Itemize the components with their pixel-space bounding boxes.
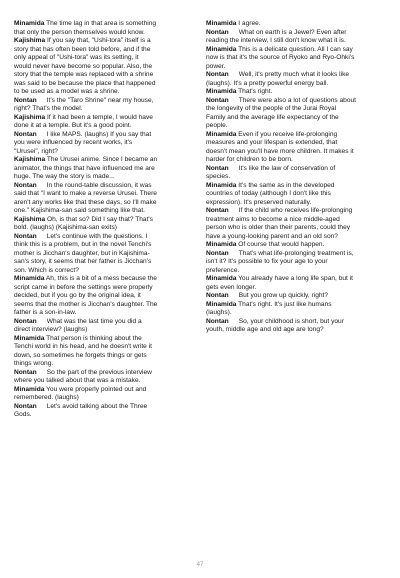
text-line	[14, 292, 198, 301]
line-text: where you talked about that was a mistake.	[14, 377, 141, 384]
text-line	[14, 377, 198, 386]
speaker-name: Nontan	[14, 232, 37, 240]
text-line	[206, 63, 386, 72]
line-text: In the round-table discussion, it was	[46, 181, 152, 189]
line-text: The time lag in that area is something	[46, 20, 157, 27]
line-text: Well, it's pretty much what it looks like	[238, 71, 350, 78]
line-text: right? That's the model.	[14, 105, 83, 112]
dialogue-line	[14, 386, 198, 395]
dialogue-line	[14, 369, 198, 378]
line-text: Ah, this is a bit of a mess because the	[45, 275, 157, 282]
dialogue-line	[206, 275, 386, 284]
speaker-name: Kajishima	[14, 37, 46, 44]
line-text: son. Which is correct?	[14, 266, 79, 274]
text-line	[14, 250, 198, 259]
text-line	[14, 411, 198, 420]
dialogue-line	[14, 37, 198, 46]
text-line	[206, 173, 386, 182]
line-text: doesn't mean you'll have more children. It makes it	[206, 147, 354, 155]
text-line	[206, 284, 386, 293]
text-line	[14, 190, 198, 199]
speaker-name: Nontan	[14, 317, 37, 325]
speaker-name: Minamida	[206, 130, 237, 138]
line-text: story that has often been told before, and if the	[14, 45, 151, 53]
text-line	[14, 326, 198, 335]
line-text: That's right. It's just like humans	[238, 300, 332, 308]
line-text: I like MAPS. (laughs) If you say that	[46, 130, 152, 138]
text-line	[14, 165, 198, 174]
line-text: that only the person themselves would know.	[14, 28, 145, 36]
line-text: gets even longer.	[206, 283, 257, 291]
line-text: Let's avoid talking about the Three	[46, 402, 148, 410]
line-text: said that "I want to make a reverse Urusei. There	[14, 190, 157, 197]
line-text: only appeal of "Ushi-tora" was its setting, it	[14, 54, 139, 61]
line-text: measures and your lifespan is extended, that	[206, 139, 338, 146]
line-text: done it at a temple. But it's a good point.	[14, 122, 132, 129]
line-text: There were also a lot of questions about	[238, 96, 357, 104]
line-text: I agree.	[238, 20, 261, 27]
speaker-name: Kajishima	[14, 113, 46, 121]
line-text: people.	[206, 122, 228, 129]
dialogue-line	[206, 97, 386, 106]
dialogue-line	[14, 335, 198, 344]
text-line	[14, 301, 198, 310]
line-text: father is a son-in-law.	[14, 309, 77, 316]
speaker-name: Nontan	[206, 164, 229, 172]
speaker-name: Nontan	[206, 71, 229, 78]
text-line	[206, 139, 386, 148]
line-text: preference.	[206, 266, 240, 274]
line-text: remembered. (laughs)	[14, 394, 79, 401]
dialogue-line	[14, 20, 198, 29]
speaker-name: Minamida	[206, 241, 237, 248]
line-text: Even if you receive life-prolonging	[238, 130, 338, 138]
line-text: script came in before the settings were properly	[14, 283, 153, 291]
speaker-name: Nontan	[206, 317, 229, 325]
left-column	[14, 20, 198, 420]
line-text: the longevity of the people of the Jurai Royal	[206, 105, 337, 112]
line-text: Let's continue with the questions. I	[46, 232, 148, 240]
speaker-name: Nontan	[206, 292, 229, 299]
text-line	[206, 309, 386, 318]
dialogue-line	[14, 131, 198, 140]
dialogue-line	[14, 182, 198, 191]
text-line	[14, 122, 198, 131]
line-text: If you say that, "Ushi-tora" itself is a	[47, 37, 151, 44]
line-text: treatment aims to become a nice middle-aged	[206, 215, 340, 223]
speaker-name: Nontan	[14, 402, 37, 410]
right-column	[206, 20, 386, 335]
line-text: decided, but if you go by the original idea, it	[14, 292, 141, 299]
dialogue-line	[14, 403, 198, 412]
text-line	[14, 63, 198, 72]
speaker-name: Nontan	[206, 249, 229, 257]
text-line	[206, 190, 386, 199]
speaker-name: Minamida	[14, 20, 45, 27]
text-line	[206, 148, 386, 157]
line-text: one." Kajishima-san said something like that.	[14, 207, 145, 214]
speaker-name: Nontan	[14, 181, 37, 189]
dialogue-line	[206, 318, 386, 327]
text-line	[206, 122, 386, 131]
text-line	[14, 394, 198, 403]
line-text: So the part of the previous interview	[46, 368, 152, 376]
text-line	[206, 156, 386, 165]
line-text: You were properly pointed out and	[46, 385, 147, 393]
dialogue-line	[206, 29, 386, 38]
text-line	[206, 199, 386, 208]
text-line	[14, 80, 198, 89]
line-text: reading the interview, I still don't know what it is.	[206, 37, 346, 44]
line-text: aren't any works like that these days, so I'll make	[14, 198, 157, 206]
text-line	[206, 326, 386, 335]
dialogue-line	[206, 207, 386, 216]
dialogue-line	[206, 292, 386, 301]
speaker-name: Nontan	[206, 28, 229, 36]
line-text: huge. The way the story is made...	[14, 173, 115, 180]
line-text: down, so sometimes he forgets things or gets	[14, 351, 147, 359]
line-text: seems that the mother is Jicchan's daughter. The	[14, 300, 158, 308]
text-line	[206, 54, 386, 63]
line-text: countries of today (although I don't like this	[206, 190, 331, 197]
speaker-name: Minamida	[206, 181, 237, 189]
line-text: That's what life-prolonging treatment is,	[238, 249, 354, 257]
line-text: If the child who receives life-prolonging	[238, 207, 353, 214]
text-line	[206, 216, 386, 225]
speaker-name: Minamida	[14, 334, 45, 342]
line-text: think this is a problem, but in the novel Tenchi's	[14, 241, 152, 248]
speaker-name: Minamida	[206, 20, 237, 27]
dialogue-line	[14, 318, 198, 327]
text-line	[14, 46, 198, 55]
dialogue-line	[206, 182, 386, 191]
text-line	[14, 88, 198, 97]
line-text: (laughs). It's a pretty powerful energy ball.	[206, 79, 329, 87]
dialogue-line	[206, 165, 386, 174]
line-text: expression). It's preserved naturally.	[206, 198, 312, 206]
text-line	[14, 360, 198, 369]
line-text: You already have a long life span, but it	[238, 275, 354, 282]
dialogue-line	[14, 114, 198, 123]
line-text: power.	[206, 62, 226, 70]
line-text: If it had been a temple, I would have	[47, 113, 153, 121]
text-line	[14, 29, 198, 38]
line-text: Tenchi world in his head, and he doesn't write it	[14, 343, 152, 350]
line-text: But you grow up quickly, right?	[238, 292, 329, 299]
line-text: to be used as a model was a shrine.	[14, 88, 120, 95]
text-line	[206, 258, 386, 267]
text-line	[206, 37, 386, 46]
page-number: 47	[196, 562, 204, 568]
text-line	[14, 224, 198, 233]
dialogue-line	[206, 250, 386, 259]
text-line	[14, 343, 198, 352]
line-text: Oh, is that so? Did I say that? That's	[47, 215, 153, 223]
speaker-name: Nontan	[206, 207, 229, 214]
text-line	[14, 199, 198, 208]
dialogue-line	[14, 275, 198, 284]
speaker-name: Minamida	[206, 300, 237, 308]
speaker-name: Kajishima	[14, 215, 46, 223]
speaker-name: Nontan	[14, 368, 37, 376]
speaker-name: Nontan	[206, 96, 229, 104]
dialogue-line	[206, 241, 386, 250]
line-text: mother is Jicchan's daughter, but in Kajishima-	[14, 249, 150, 257]
line-text: direct interview? (laughs)	[14, 326, 88, 333]
line-text: would never have become so popular. Also, the	[14, 62, 153, 70]
line-text: now is that it's the source of Ryoko and Ryo-Ohki's	[206, 54, 355, 61]
line-text: harder for children to be born.	[206, 156, 293, 163]
line-text: bold. (laughs) (Kajishima-san exits)	[14, 224, 117, 231]
text-line	[14, 309, 198, 318]
line-text: things wrong.	[14, 360, 54, 367]
line-text: Family and the average life expectancy of the	[206, 113, 339, 121]
line-text: (laughs).	[206, 309, 232, 316]
line-text: It's the same as in the developed	[238, 181, 335, 189]
line-text: That person is thinking about the	[46, 334, 142, 342]
text-line	[14, 284, 198, 293]
speaker-name: Minamida	[206, 275, 237, 282]
dialogue-line	[14, 156, 198, 165]
text-line	[206, 267, 386, 276]
dialogue-line	[14, 97, 198, 106]
text-line	[14, 105, 198, 114]
dialogue-line	[14, 233, 198, 242]
line-text: person who is older than their parents, could they	[206, 224, 351, 231]
line-text: What was the last time you did a	[46, 317, 142, 325]
text-line	[206, 80, 386, 89]
line-text: isn't it? It's possible to fix your age to your	[206, 258, 328, 265]
text-line	[14, 71, 198, 80]
dialogue-line	[206, 301, 386, 310]
speaker-name: Minamida	[14, 275, 45, 282]
dialogue-line	[206, 71, 386, 80]
text-line	[206, 233, 386, 242]
dialogue-line	[206, 88, 386, 97]
line-text: It's like the law of conservation of	[238, 164, 336, 172]
speaker-name: Minamida	[206, 88, 237, 95]
dialogue-line	[206, 46, 386, 55]
line-text: What on earth is a Jewel? Even after	[238, 28, 347, 36]
line-text: "Urusei", right?	[14, 147, 58, 155]
speaker-name: Minamida	[14, 385, 45, 393]
text-line	[14, 148, 198, 157]
speaker-name: Nontan	[14, 96, 37, 104]
dialogue-line	[206, 131, 386, 140]
text-line	[206, 224, 386, 233]
text-line	[14, 241, 198, 250]
text-line	[14, 258, 198, 267]
line-text: you were influenced by recent works, it's	[14, 139, 133, 146]
line-text: was said to be because the place that happened	[14, 79, 156, 87]
speaker-name: Kajishima	[14, 156, 46, 163]
line-text: Gods.	[14, 411, 32, 418]
line-text: The Urusei anime. Since I became an	[46, 156, 158, 163]
line-text: That's right.	[238, 88, 273, 95]
text-line	[14, 267, 198, 276]
text-line	[14, 352, 198, 361]
text-line	[14, 207, 198, 216]
line-text: So, your childhood is short, but your	[238, 317, 344, 325]
line-text: Of course that would happen.	[238, 241, 325, 248]
line-text: youth, middle age and old age are long?	[206, 326, 324, 333]
text-line	[206, 105, 386, 114]
text-line	[14, 139, 198, 148]
line-text: animator, the things that have influenced me are	[14, 164, 155, 172]
text-line	[14, 54, 198, 63]
speaker-name: Nontan	[14, 130, 37, 138]
line-text: story that the temple was replaced with a shrine	[14, 71, 154, 78]
text-line	[14, 173, 198, 182]
line-text: have a young-looking parent and an old son?	[206, 232, 338, 240]
text-line	[206, 114, 386, 123]
speaker-name: Minamida	[206, 45, 237, 53]
line-text: san's story, it seems that her father is Jicchan's	[14, 258, 152, 265]
line-text: This is a delicate question. All I can say	[238, 45, 353, 53]
line-text: species.	[206, 173, 231, 180]
line-text: It's the "Taro Shrine" near my house,	[46, 96, 154, 104]
dialogue-line	[14, 216, 198, 225]
dialogue-line	[206, 20, 386, 29]
